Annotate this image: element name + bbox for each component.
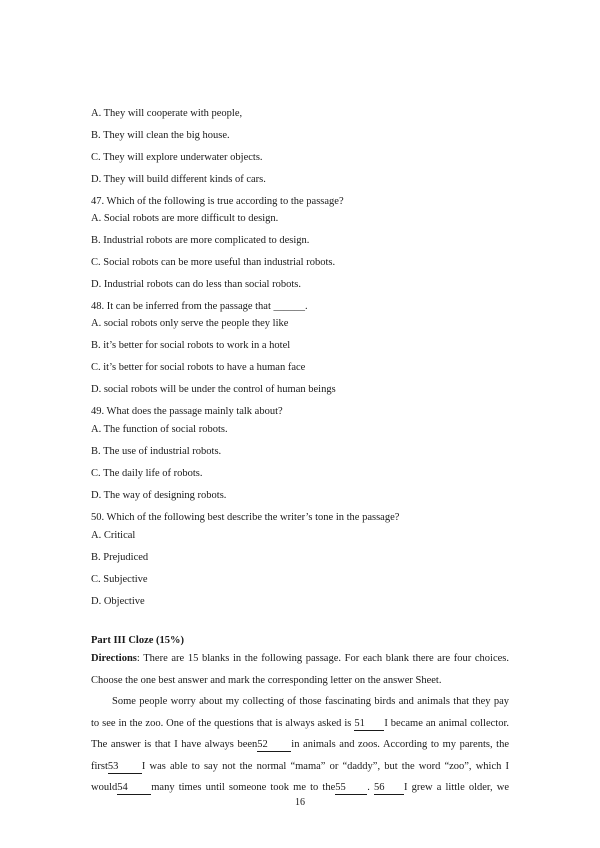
blank-52: 52 <box>257 739 291 752</box>
q49-option-d: D. The way of designing robots. <box>91 490 227 501</box>
q50-option-d: D. Objective <box>91 596 145 607</box>
blank-54: 54 <box>117 782 151 795</box>
q50-stem: 50. Which of the following best describe the writer’s tone in the passage? <box>91 512 400 523</box>
q47-option-b: B. Industrial robots are more complicated to design. <box>91 235 310 246</box>
q46-option-a: A. They will cooperate with people, <box>91 108 243 119</box>
directions-label: Directions <box>91 653 137 664</box>
q48-option-a: A. social robots only serve the people they like <box>91 318 289 329</box>
passage-line-1: Some people worry about my collecting of those fascinating birds and animals that they pay <box>112 696 509 707</box>
q50-option-c: C. Subjective <box>91 574 148 585</box>
q49-option-a: A. The function of social robots. <box>91 424 228 435</box>
page-number: 16 <box>295 797 305 808</box>
cloze-passage <box>91 648 509 799</box>
passage-line-5: would54 many times until someone took me to the55 . 56 I grew a little older, we <box>91 782 509 793</box>
q46-option-d: D. They will build different kinds of cars. <box>91 174 266 185</box>
q50-option-a: A. Critical <box>91 530 136 541</box>
directions-line-1: Directions: There are 15 blanks in the following passage. For each blank there are four choices. <box>91 653 509 664</box>
q47-option-d: D. Industrial robots can do less than social robots. <box>91 279 301 290</box>
q48-option-b: B. it’s better for social robots to work in a hotel <box>91 340 291 351</box>
blank-53: 53 <box>108 761 142 774</box>
q49-option-b: B. The use of industrial robots. <box>91 446 222 457</box>
blank-56: 56 <box>374 782 404 795</box>
blank-51: 51 <box>354 718 384 731</box>
q49-stem: 49. What does the passage mainly talk about? <box>91 406 283 417</box>
blank-55: 55 <box>335 782 367 795</box>
passage-line-2: to see in the zoo. One of the questions that is always asked is 51 I became an animal collector. <box>91 717 509 729</box>
q47-option-c: C. Social robots can be more useful than industrial robots. <box>91 257 336 268</box>
directions-line-2: Choose the one best answer and mark the corresponding letter on the answer Sheet. <box>91 674 442 686</box>
q46-option-b: B. They will clean the big house. <box>91 130 230 141</box>
q47-option-a: A. Social robots are more difficult to design. <box>91 213 279 224</box>
q49-option-c: C. The daily life of robots. <box>91 468 203 479</box>
q48-stem: 48. It can be inferred from the passage that ______. <box>91 301 308 312</box>
q48-option-c: C. it’s better for social robots to have a human face <box>91 362 306 373</box>
section-heading: Part III Cloze (15%) <box>91 635 185 646</box>
q50-option-b: B. Prejudiced <box>91 552 149 563</box>
q47-stem: 47. Which of the following is true according to the passage? <box>91 196 344 207</box>
passage-line-3: The answer is that I have always been52 in animals and zoos. According to my parents, the <box>91 739 509 750</box>
q48-option-d: D. social robots will be under the control of human beings <box>91 384 336 395</box>
passage-line-4: first53 I was able to say not the normal “mama” or “daddy”, but the word “zoo”, which I <box>91 760 509 772</box>
q46-option-c: C. They will explore underwater objects. <box>91 152 263 163</box>
